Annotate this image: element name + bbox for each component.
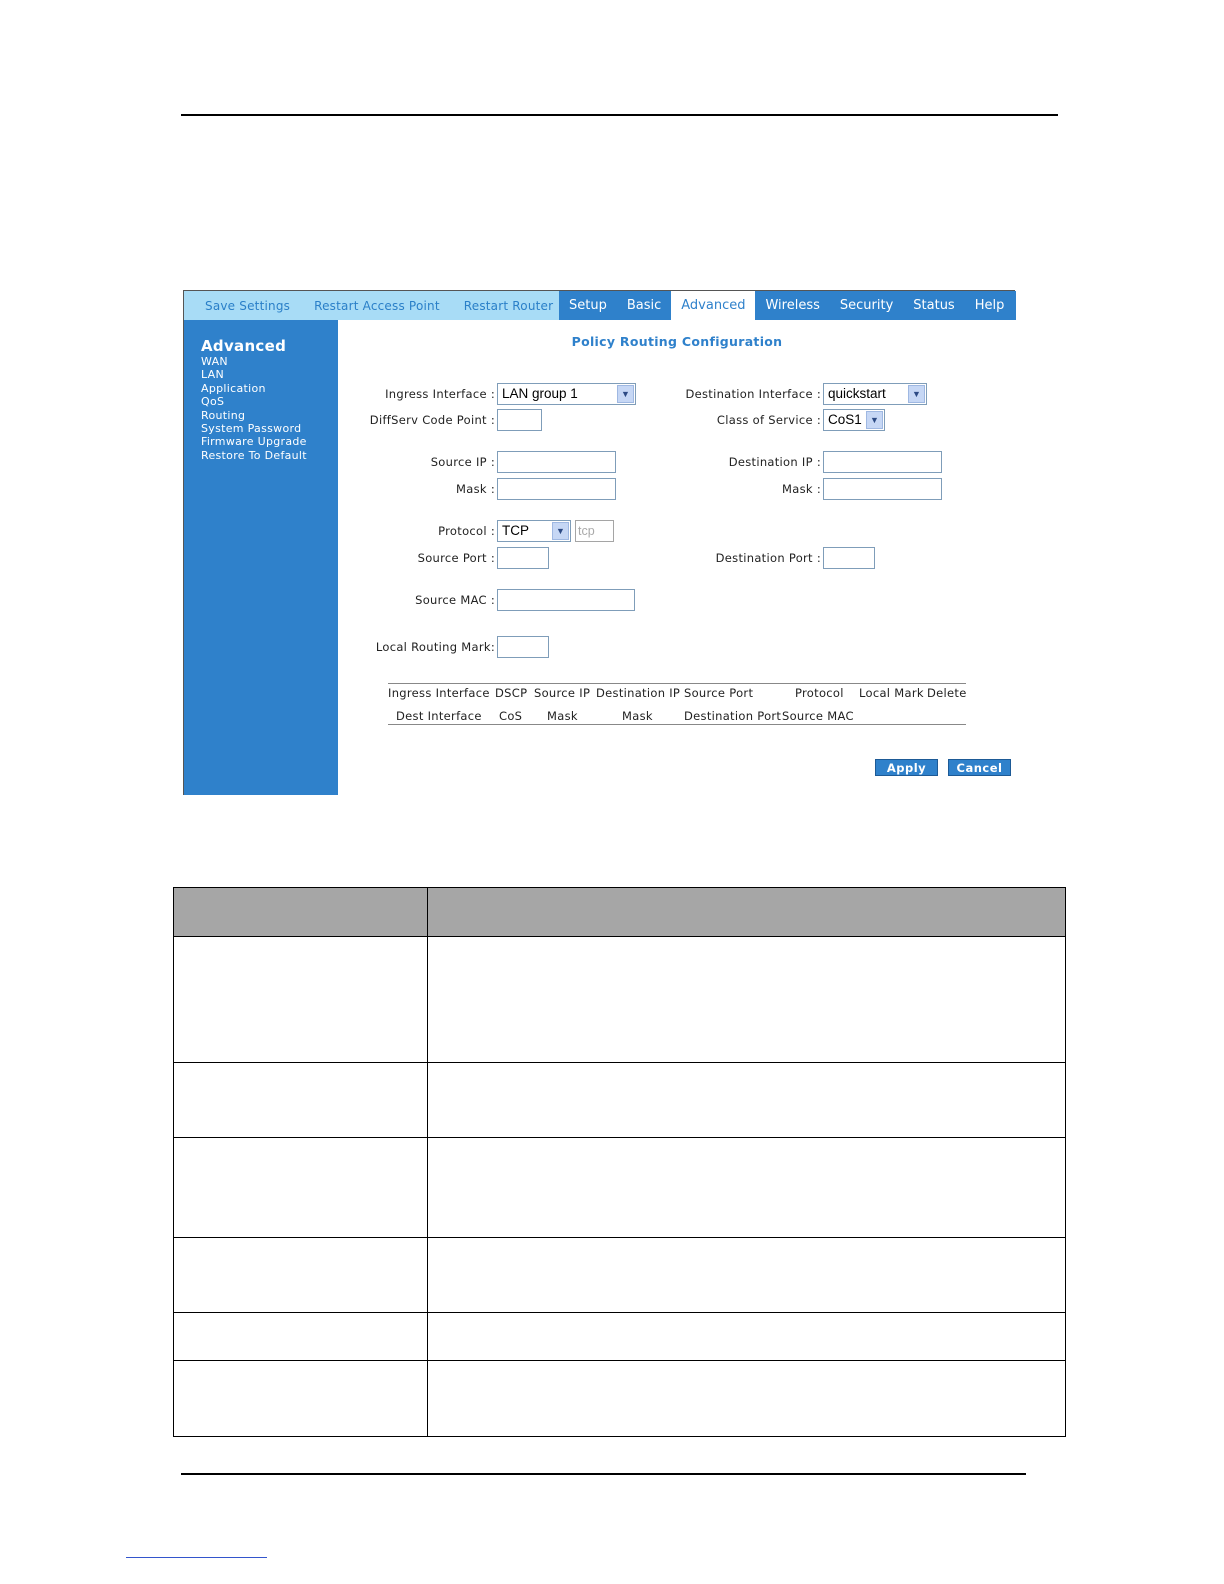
source-port-input[interactable]: [497, 547, 549, 569]
cancel-button[interactable]: Cancel: [948, 759, 1011, 776]
destination-port-input[interactable]: [823, 547, 875, 569]
class-of-service-value: CoS1: [828, 412, 862, 427]
source-mac-input[interactable]: [497, 589, 635, 611]
diffserv-label: DiffServ Code Point :: [369, 413, 495, 427]
class-of-service-label: Class of Service :: [716, 413, 821, 427]
col-dest-interface: Dest Interface: [396, 709, 482, 723]
policy-routing-panel: [338, 320, 1016, 795]
chevron-down-icon: ▼: [866, 411, 883, 429]
destination-interface-select[interactable]: [823, 383, 927, 405]
top-actions: [184, 291, 559, 320]
table-cell: [428, 1313, 1066, 1361]
col-destination-port: Destination Port: [684, 709, 782, 723]
chevron-down-icon: ▼: [908, 385, 925, 403]
table-cell: [428, 1063, 1066, 1138]
table-row: [174, 1313, 1066, 1361]
col-source-port: Source Port: [684, 686, 754, 700]
local-routing-mark-input[interactable]: [497, 636, 549, 658]
tab-security[interactable]: Security: [839, 298, 894, 313]
col-source-mac: Source MAC: [782, 709, 854, 723]
source-mask-label: Mask :: [456, 482, 495, 496]
sidebar-title: Advanced: [201, 337, 287, 355]
table-cell: [428, 1138, 1066, 1238]
router-config-screenshot: [183, 290, 1015, 795]
footer-rule: [181, 1473, 1026, 1475]
destination-ip-input[interactable]: [823, 451, 942, 473]
sidebar-item-restore-default[interactable]: Restore To Default: [201, 448, 307, 462]
ingress-interface-label: Ingress Interface :: [385, 387, 495, 401]
sidebar-item-wan[interactable]: WAN: [201, 355, 228, 368]
table-cell: [428, 1361, 1066, 1437]
col-destination-mask: Mask: [622, 709, 653, 723]
local-routing-mark-label: Local Routing Mark:: [375, 640, 495, 654]
ingress-interface-value: LAN group 1: [502, 386, 578, 401]
destination-ip-label: Destination IP :: [728, 455, 821, 469]
protocol-value: TCP: [502, 523, 529, 538]
sidebar: [184, 320, 338, 795]
apply-button[interactable]: Apply: [875, 759, 938, 776]
source-mask-input[interactable]: [497, 478, 616, 500]
col-destination-ip: Destination IP: [596, 686, 681, 700]
sidebar-item-system-password[interactable]: System Password: [201, 422, 302, 436]
table-cell: [174, 1238, 428, 1313]
header-rule: [181, 114, 1058, 116]
table-row: [174, 1238, 1066, 1313]
table-row: [174, 1361, 1066, 1437]
save-settings-link[interactable]: Save Settings: [205, 298, 291, 313]
table-cell: [174, 1313, 428, 1361]
table-cell: [174, 1063, 428, 1138]
destination-interface-value: quickstart: [828, 386, 886, 401]
col-ingress-interface: Ingress Interface: [388, 686, 490, 700]
tab-status[interactable]: Status: [913, 298, 955, 313]
table-row: [174, 1138, 1066, 1238]
chevron-down-icon: ▼: [617, 385, 634, 403]
table-header-cell: [174, 888, 428, 937]
tab-wireless[interactable]: Wireless: [765, 298, 820, 313]
ingress-interface-select[interactable]: [497, 383, 636, 405]
protocol-select[interactable]: [497, 520, 571, 542]
table-row: [174, 937, 1066, 1063]
restart-access-point-link[interactable]: Restart Access Point: [314, 298, 440, 313]
sidebar-item-lan[interactable]: LAN: [201, 368, 225, 382]
tab-advanced[interactable]: Advanced: [671, 291, 755, 320]
destination-interface-label: Destination Interface :: [685, 387, 821, 401]
diffserv-input[interactable]: [497, 409, 542, 431]
class-of-service-select[interactable]: [823, 409, 885, 431]
table-cell: [174, 1361, 428, 1437]
table-cell: [174, 1138, 428, 1238]
protocol-text-field: tcp: [575, 520, 614, 542]
restart-router-link[interactable]: Restart Router: [463, 298, 554, 313]
tab-help[interactable]: Help: [974, 298, 1005, 313]
tab-setup[interactable]: Setup: [569, 298, 607, 313]
chevron-down-icon: ▼: [552, 522, 569, 540]
col-dscp: DSCP: [495, 686, 528, 700]
sidebar-item-application[interactable]: Application: [201, 381, 266, 395]
table-cell: [428, 1238, 1066, 1313]
table-row: [174, 1063, 1066, 1138]
protocol-label: Protocol :: [438, 524, 495, 538]
sidebar-item-firmware-upgrade[interactable]: Firmware Upgrade: [201, 435, 307, 449]
sidebar-item-qos[interactable]: QoS: [201, 395, 225, 409]
page-title: Policy Routing Configuration: [571, 334, 783, 349]
sidebar-item-routing[interactable]: Routing: [201, 408, 246, 422]
col-delete: Delete: [927, 686, 967, 700]
table-cell: [428, 937, 1066, 1063]
col-protocol: Protocol: [795, 686, 844, 700]
destination-port-label: Destination Port :: [715, 551, 821, 565]
col-source-mask: Mask: [547, 709, 578, 723]
main-tabs: [559, 291, 1016, 320]
source-mac-label: Source MAC :: [415, 593, 495, 607]
table-header-cell: [428, 888, 1066, 937]
destination-mask-input[interactable]: [823, 478, 942, 500]
table-cell: [174, 937, 428, 1063]
top-nav-bar: [184, 291, 1016, 320]
table-header-row: [174, 888, 1066, 937]
destination-mask-label: Mask :: [782, 482, 821, 496]
col-cos: CoS: [499, 709, 523, 723]
footer-link-underline: [126, 1557, 267, 1558]
source-port-label: Source Port :: [417, 551, 495, 565]
col-source-ip: Source IP: [534, 686, 591, 700]
col-local-mark: Local Mark: [859, 686, 924, 700]
rules-table-top-border: [388, 683, 966, 684]
rules-table-bottom-border: [388, 724, 966, 725]
tab-basic[interactable]: Basic: [626, 298, 662, 313]
description-table: [173, 887, 1066, 1437]
source-ip-label: Source IP :: [430, 455, 495, 469]
source-ip-input[interactable]: [497, 451, 616, 473]
